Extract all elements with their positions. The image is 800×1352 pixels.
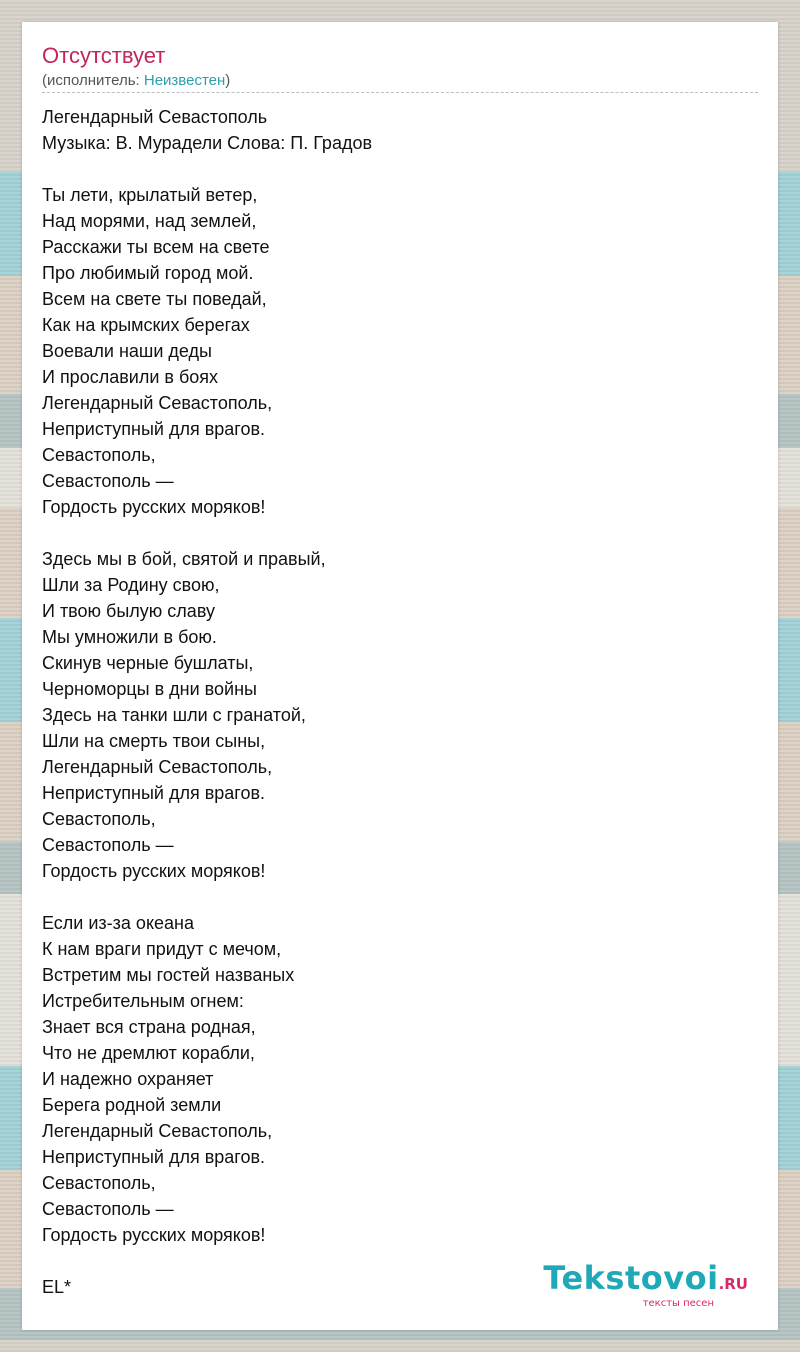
lyric-line: Севастополь, <box>42 809 156 829</box>
stanza-break <box>42 156 758 182</box>
lyric-line: Здесь на танки шли с гранатой, <box>42 705 306 725</box>
artist-suffix: ) <box>225 72 231 89</box>
lyric-line: Неприступный для врагов. <box>42 419 266 439</box>
lyrics-text <box>42 104 758 1300</box>
lyric-line: К нам враги придут с мечом, <box>42 939 282 959</box>
artist-line <box>42 71 758 91</box>
lyric-line: Легендарный Севастополь, <box>42 1121 273 1141</box>
header-divider <box>42 92 758 93</box>
artist-link[interactable]: Неизвестен <box>143 72 226 89</box>
lyric-line: EL* <box>42 1277 72 1297</box>
lyric-line: Шли на смерть твои сыны, <box>42 731 266 751</box>
lyric-line: Севастополь, <box>42 445 156 465</box>
lyric-line: И прославили в боях <box>42 367 219 387</box>
lyric-line: Что не дремлют корабли, <box>42 1043 255 1063</box>
stanza-break <box>42 884 758 910</box>
lyric-line: Севастополь — <box>42 835 174 855</box>
logo-tld: .RU <box>718 1275 748 1293</box>
logo-name: Tekstovoi <box>543 1259 719 1297</box>
lyric-line: Музыка: В. Мурадели Слова: П. Градов <box>42 133 373 153</box>
lyric-line: Здесь мы в бой, святой и правый, <box>42 549 326 569</box>
lyric-line: Ты лети, крылатый ветер, <box>42 185 258 205</box>
artist-prefix: (исполнитель: <box>42 72 144 89</box>
lyric-line: Севастополь — <box>42 471 174 491</box>
lyric-line: Расскажи ты всем на свете <box>42 237 270 257</box>
lyric-line: Неприступный для врагов. <box>42 783 266 803</box>
lyric-line: И надежно охраняет <box>42 1069 214 1089</box>
song-title: Отсутствует <box>42 43 166 68</box>
lyric-line: Берега родной земли <box>42 1095 222 1115</box>
lyric-line: Неприступный для врагов. <box>42 1147 266 1167</box>
lyric-line: Про любимый город мой. <box>42 263 254 283</box>
stanza-break <box>42 520 758 546</box>
site-logo[interactable] <box>543 1261 748 1310</box>
lyric-line: Скинув черные бушлаты, <box>42 653 254 673</box>
lyric-line: Всем на свете ты поведай, <box>42 289 267 309</box>
lyric-line: Над морями, над землей, <box>42 211 257 231</box>
logo-wordmark <box>543 1261 748 1301</box>
lyric-line: Истребительным огнем: <box>42 991 244 1011</box>
lyric-line: Встретим мы гостей названых <box>42 965 295 985</box>
lyrics-card <box>22 22 778 1330</box>
song-header <box>42 42 758 91</box>
lyric-line: Севастополь — <box>42 1199 174 1219</box>
lyric-line: Если из-за океана <box>42 913 194 933</box>
lyric-line: Воевали наши деды <box>42 341 212 361</box>
lyric-line: Легендарный Севастополь, <box>42 393 273 413</box>
lyric-line: Мы умножили в бою. <box>42 627 217 647</box>
lyric-line: Как на крымских берегах <box>42 315 250 335</box>
logo-tagline: тексты песен <box>642 1298 714 1309</box>
lyric-line: Гордость русских моряков! <box>42 497 266 517</box>
lyric-line: Легендарный Севастополь <box>42 107 268 127</box>
lyric-line: Севастополь, <box>42 1173 156 1193</box>
lyric-line: И твою былую славу <box>42 601 215 621</box>
lyric-line: Знает вся страна родная, <box>42 1017 256 1037</box>
lyric-line: Черноморцы в дни войны <box>42 679 257 699</box>
lyric-line: Шли за Родину свою, <box>42 575 220 595</box>
lyric-line: Гордость русских моряков! <box>42 1225 266 1245</box>
lyric-line: Гордость русских моряков! <box>42 861 266 881</box>
lyric-line: Легендарный Севастополь, <box>42 757 273 777</box>
